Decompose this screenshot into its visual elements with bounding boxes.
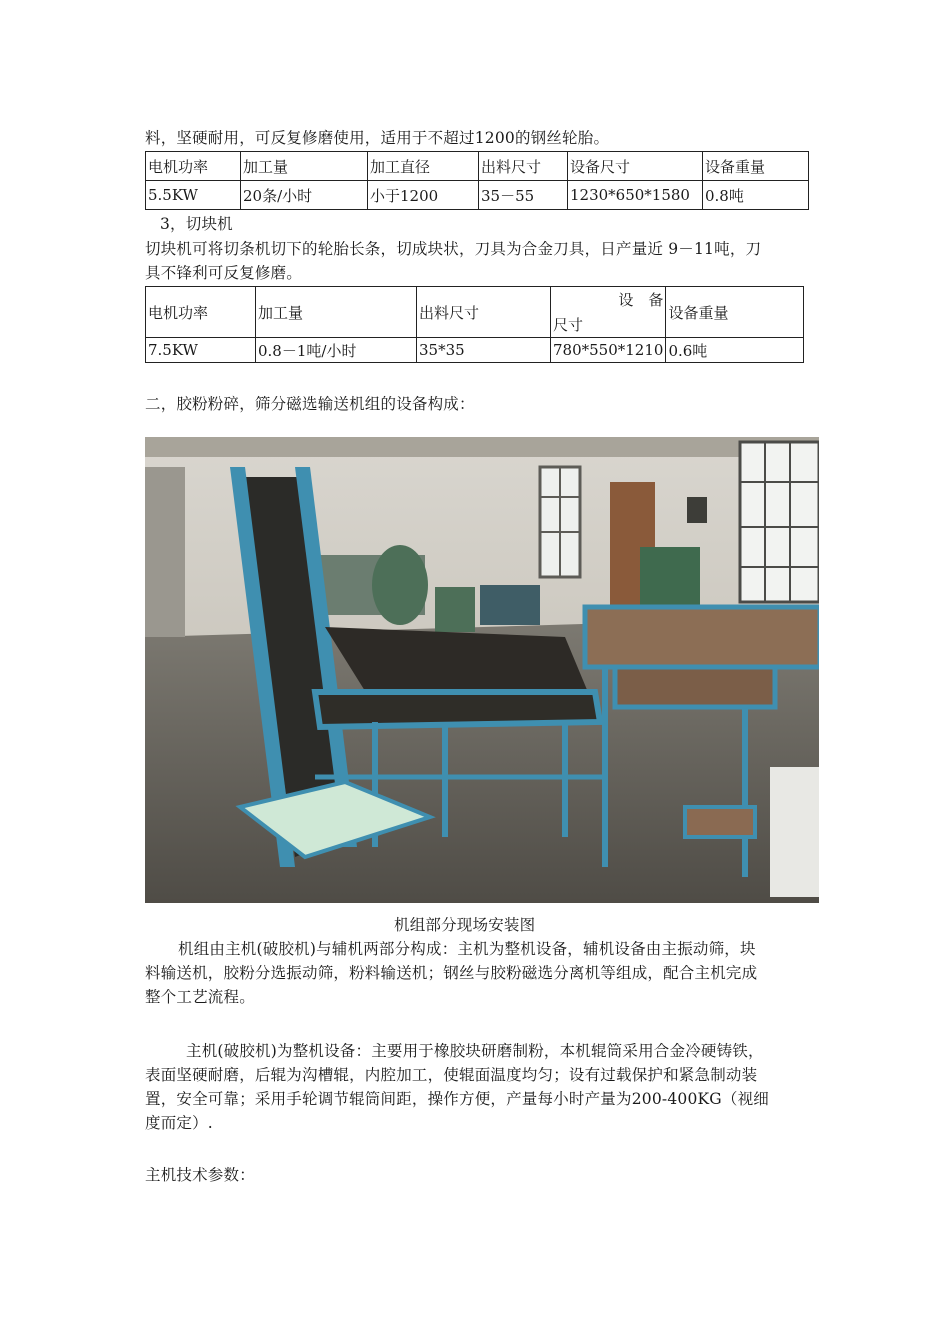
table-cell: 35*35 [417, 338, 551, 363]
table-cell: 0.6吨 [666, 338, 804, 363]
table-cell: 0.8－1吨/小时 [256, 338, 417, 363]
section3-title: 3，切块机 [160, 215, 233, 233]
table-cell: 加工直径 [368, 152, 479, 181]
table-cell: 设备重量 [666, 287, 804, 338]
table-cell: 加工量 [256, 287, 417, 338]
stacked-header [551, 287, 665, 337]
table-cell: 20条/小时 [241, 181, 368, 210]
table-cell: 7.5KW [146, 338, 256, 363]
shredder-spec-table [145, 151, 809, 210]
table-row [146, 181, 809, 210]
table-cell: 出料尺寸 [479, 152, 568, 181]
table-cell: 设备重量 [703, 152, 809, 181]
installation-photo [145, 437, 819, 903]
table-cell: 电机功率 [146, 287, 256, 338]
table-cell: 35－55 [479, 181, 568, 210]
table-cell: 小于1200 [368, 181, 479, 210]
table-cell: 780*550*1210 [551, 338, 666, 363]
table-row [146, 338, 804, 363]
table-header-row [146, 287, 804, 338]
tech-params-title: 主机技术参数： [145, 1166, 255, 1184]
para1-line1: 机组由主机(破胶机)与辅机两部分构成：主机为整机设备，辅机设备由主振动筛，块 [178, 940, 756, 958]
para2-line1: 主机(破胶机)为整机设备：主要用于橡胶块研磨制粉，本机辊筒采用合金冷硬铸铁， [186, 1042, 764, 1060]
para2-line3: 置，安全可靠；采用手轮调节辊筒间距，操作方便，产量每小时产量为200-400KG（视细 [145, 1090, 769, 1108]
table-cell: 加工量 [241, 152, 368, 181]
para1-line2: 料输送机，胶粉分选振动筛，粉料输送机；钢丝与胶粉磁选分离机等组成，配合主机完成 [145, 964, 758, 982]
para1-line3: 整个工艺流程。 [145, 988, 255, 1006]
para2-line2: 表面坚硬耐磨，后辊为沟槽辊，内腔加工，使辊面温度均匀；设有过载保护和紧急制动装 [145, 1066, 758, 1084]
photo-caption: 机组部分现场安装图 [394, 916, 536, 934]
machine-photo-drawing [145, 437, 819, 903]
table-cell: 5.5KW [146, 181, 241, 210]
stacked-header-bottom: 尺寸 [553, 316, 584, 334]
section3-desc-line1: 切块机可将切条机切下的轮胎长条，切成块状，刀具为合金刀具，日产量近 9－11吨，刀 [145, 240, 762, 258]
table-cell: 0.8吨 [703, 181, 809, 210]
block-cutter-spec-table [145, 286, 804, 363]
table-header-row [146, 152, 809, 181]
para2-line4: 度而定）. [145, 1114, 213, 1132]
section2-title: 二，胶粉粉碎，筛分磁选输送机组的设备构成： [145, 395, 475, 413]
table-cell: 电机功率 [146, 152, 241, 181]
stacked-header-top: 设 备 [618, 291, 664, 309]
table-cell [551, 287, 666, 338]
table-cell: 出料尺寸 [417, 287, 551, 338]
intro-line: 料，坚硬耐用，可反复修磨使用，适用于不超过1200的钢丝轮胎。 [145, 129, 610, 147]
table-cell: 设备尺寸 [568, 152, 703, 181]
section3-desc-line2: 具不锋利可反复修磨。 [145, 264, 303, 282]
table-cell: 1230*650*1580 [568, 181, 703, 210]
